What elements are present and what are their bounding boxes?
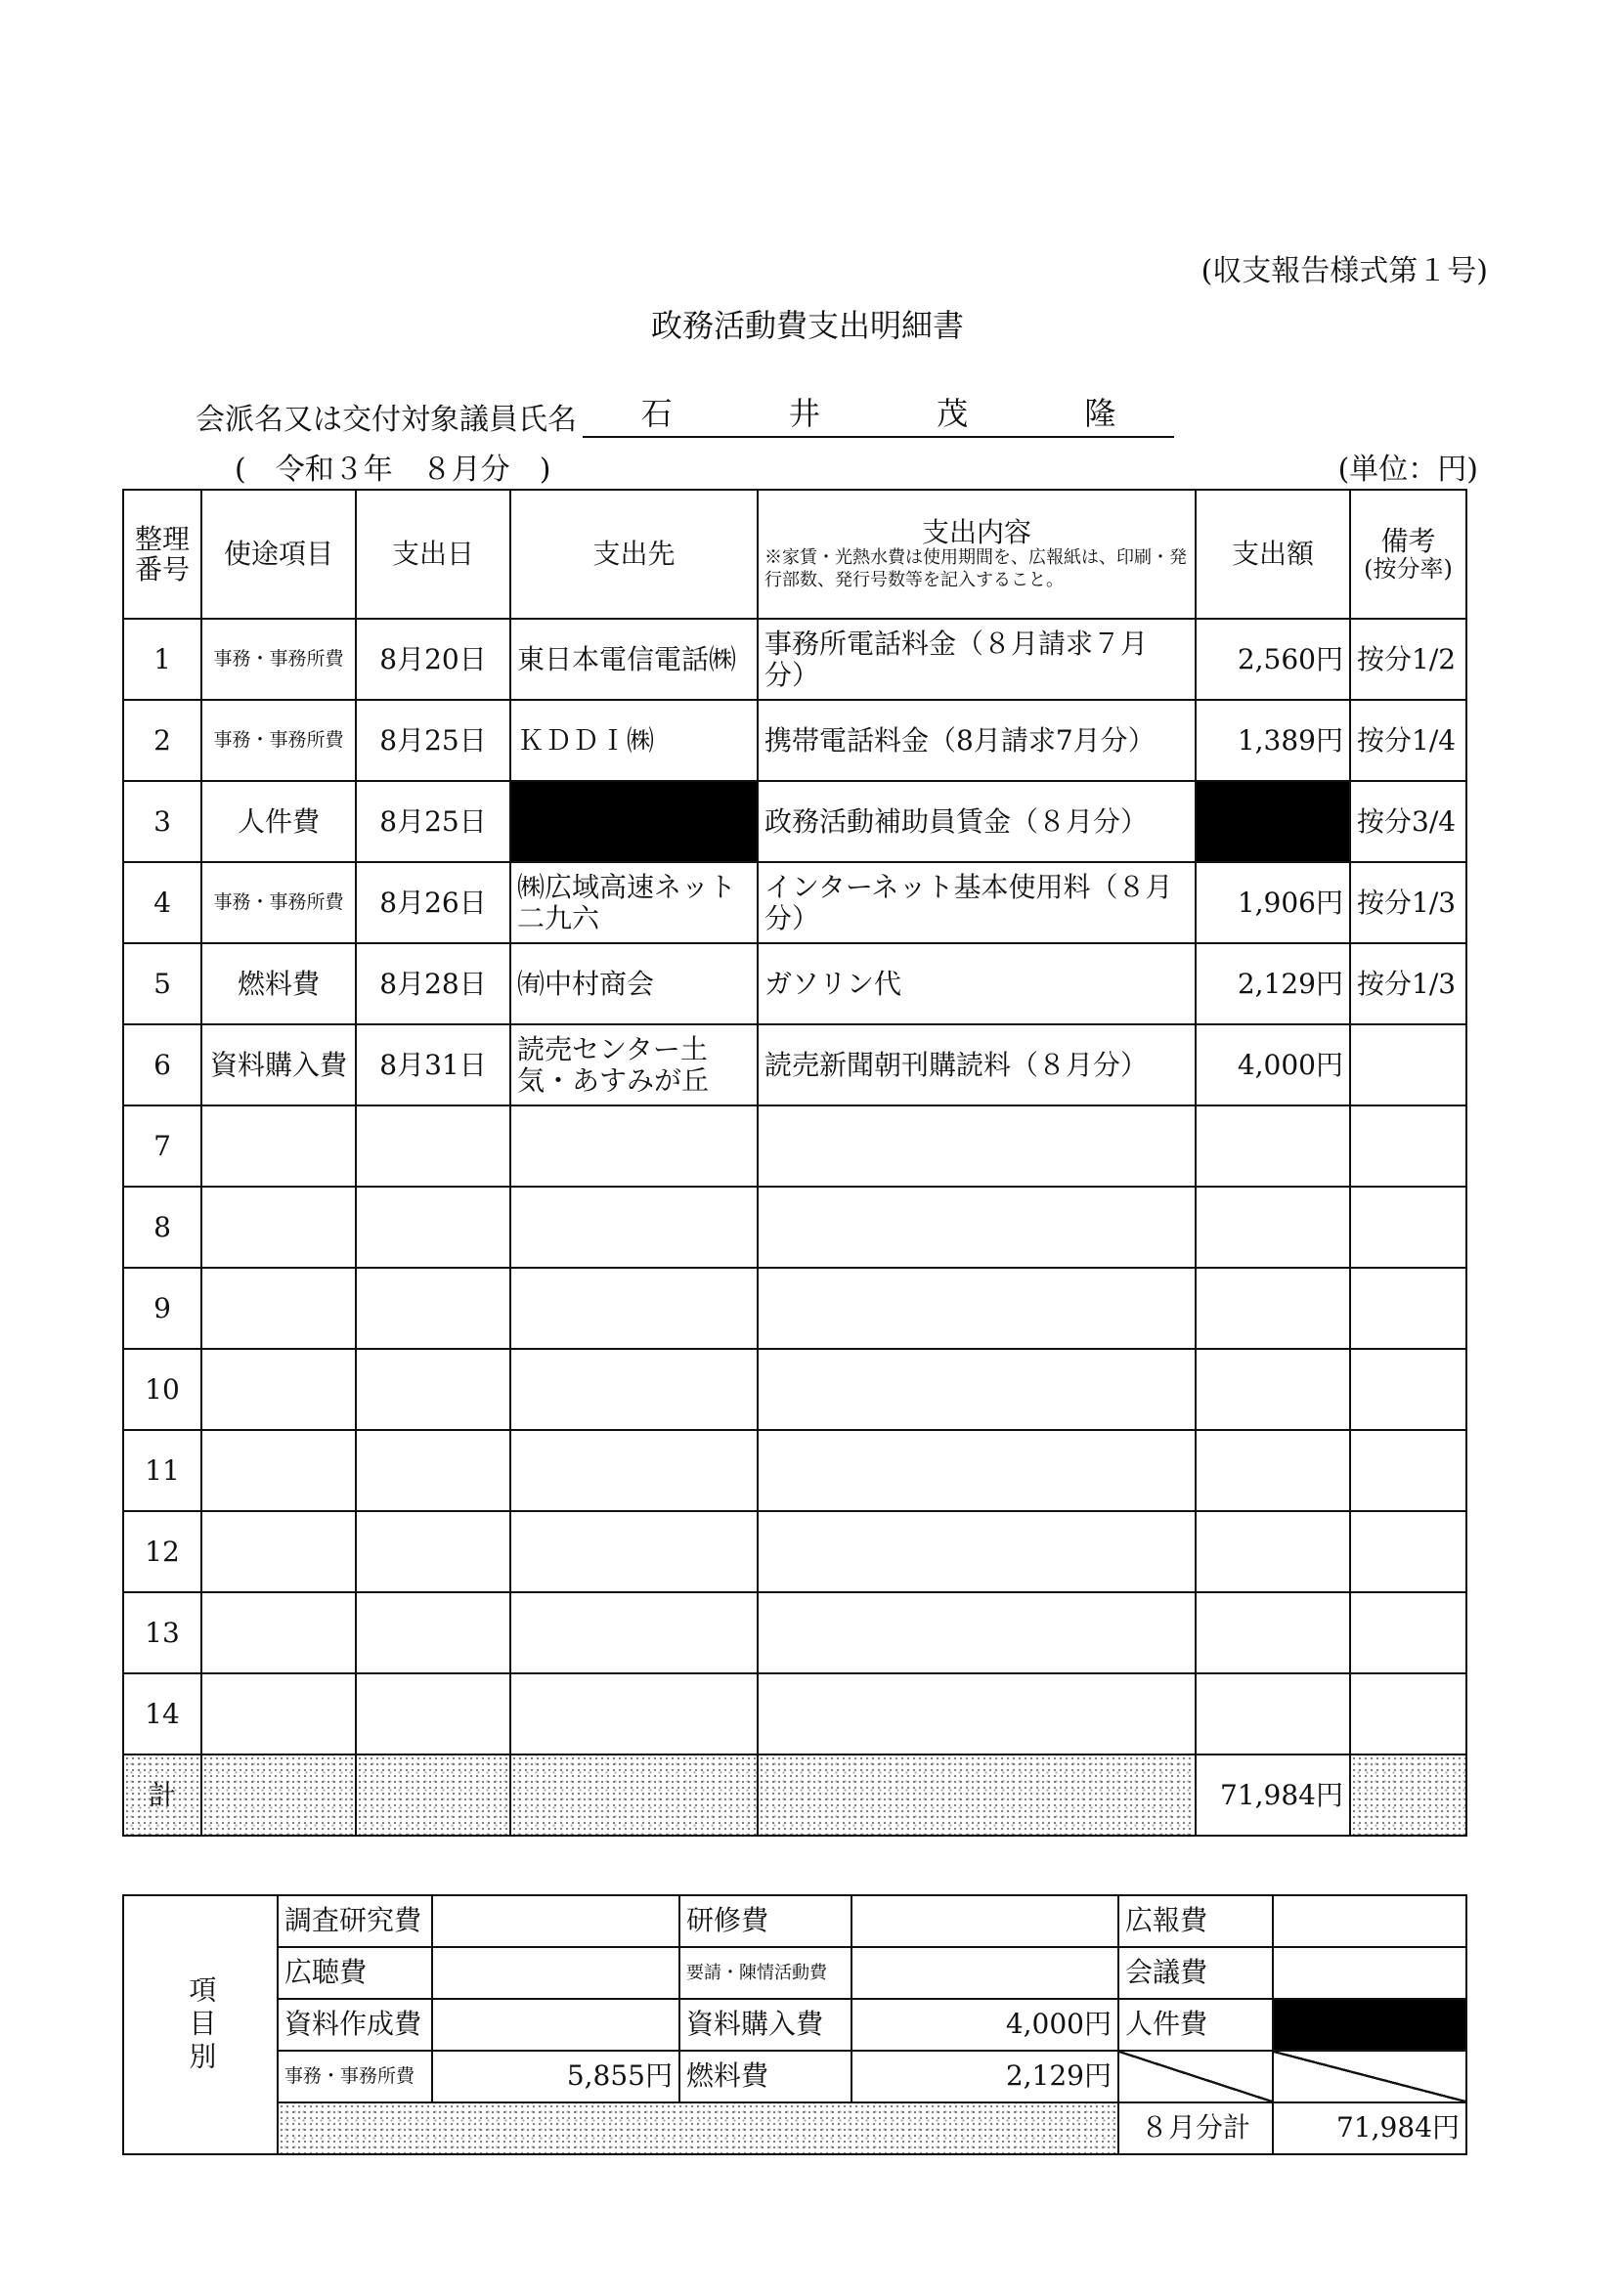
name-char: 隆 xyxy=(1084,395,1116,432)
col-header-content xyxy=(758,490,1196,619)
summary-value xyxy=(1273,1895,1466,1947)
table-row xyxy=(123,1024,1466,1105)
summary-value xyxy=(432,1999,679,2051)
table-row xyxy=(123,1268,1466,1349)
total-label: 計 xyxy=(123,1754,201,1836)
row-date: 8月20日 xyxy=(356,619,510,700)
form-number: (収支報告様式第１号) xyxy=(1200,254,1488,288)
row-remark: 按分1/3 xyxy=(1350,943,1466,1024)
summary-value: 4,000円 xyxy=(851,1999,1118,2051)
row-remark: 按分3/4 xyxy=(1350,781,1466,862)
expenditure-table xyxy=(122,489,1467,1837)
row-amount: 2,129円 xyxy=(1196,943,1350,1024)
table-row xyxy=(123,1187,1466,1268)
page-title: 政務活動費支出明細書 xyxy=(650,307,964,344)
row-payee: ㈱広域高速ネット二九六 xyxy=(510,862,758,943)
row-no: 3 xyxy=(123,781,201,862)
row-remark: 按分1/2 xyxy=(1350,619,1466,700)
summary-label: 資料購入費 xyxy=(679,1999,851,2051)
summary-label: 要請・陳情活動費 xyxy=(679,1947,851,1999)
row-no: 12 xyxy=(123,1511,201,1592)
table-row xyxy=(123,1511,1466,1592)
summary-row xyxy=(123,1947,1466,1999)
row-content: 事務所電話料金（８月請求７月分） xyxy=(758,619,1196,700)
row-payee: 読売センター土気・あすみが丘 xyxy=(510,1024,758,1105)
row-no: 13 xyxy=(123,1592,201,1673)
diagonal-empty-cell xyxy=(1273,2051,1466,2102)
table-row xyxy=(123,1673,1466,1754)
col-header-use: 使途項目 xyxy=(201,490,356,619)
row-no: 10 xyxy=(123,1349,201,1430)
summary-label: 調査研究費 xyxy=(278,1895,432,1947)
month-total-value: 71,984円 xyxy=(1273,2102,1466,2154)
name-label: 会派名又は交付対象議員氏名 xyxy=(196,403,577,437)
row-content: 携帯電話料金（8月請求7月分） xyxy=(758,700,1196,781)
row-use: 事務・事務所費 xyxy=(201,862,356,943)
summary-label: 事務・事務所費 xyxy=(278,2051,432,2102)
shaded-cell xyxy=(1350,1754,1466,1836)
row-content: 政務活動補助員賃金（８月分） xyxy=(758,781,1196,862)
row-payee: 東日本電信電話㈱ xyxy=(510,619,758,700)
table-row xyxy=(123,943,1466,1024)
row-no: 1 xyxy=(123,619,201,700)
summary-label: 広報費 xyxy=(1118,1895,1273,1947)
member-name xyxy=(583,389,1174,438)
table-row xyxy=(123,619,1466,700)
content-header-label: 支出内容 xyxy=(921,515,1031,548)
remark-header-sub: (按分率) xyxy=(1364,555,1453,584)
summary-label: 研修費 xyxy=(679,1895,851,1947)
row-use: 人件費 xyxy=(201,781,356,862)
summary-row xyxy=(123,2102,1466,2154)
row-use: 事務・事務所費 xyxy=(201,700,356,781)
row-date: 8月25日 xyxy=(356,700,510,781)
row-amount: 4,000円 xyxy=(1196,1024,1350,1105)
total-amount: 71,984円 xyxy=(1196,1754,1350,1836)
summary-value xyxy=(1273,1947,1466,1999)
table-row xyxy=(123,1105,1466,1187)
shaded-cell xyxy=(278,2102,1118,2154)
col-header-payee: 支出先 xyxy=(510,490,758,619)
redacted-personnel-value xyxy=(1273,1999,1466,2051)
summary-row xyxy=(123,1895,1466,1947)
row-no: 2 xyxy=(123,700,201,781)
row-date: 8月26日 xyxy=(356,862,510,943)
content-header-note: ※家賃・光熱水費は使用期間を、広報紙は、印刷・発行部数、発行号数等を記入すること。 xyxy=(764,547,1187,590)
row-remark: 按分1/4 xyxy=(1350,700,1466,781)
summary-label: 資料作成費 xyxy=(278,1999,432,2051)
row-no: 14 xyxy=(123,1673,201,1754)
summary-label: 会議費 xyxy=(1118,1947,1273,1999)
summary-value xyxy=(851,1947,1118,1999)
col-header-date: 支出日 xyxy=(356,490,510,619)
row-date: 8月31日 xyxy=(356,1024,510,1105)
summary-label: 人件費 xyxy=(1118,1999,1273,2051)
name-char: 茂 xyxy=(937,395,969,432)
summary-value: 5,855円 xyxy=(432,2051,679,2102)
row-no: 9 xyxy=(123,1268,201,1349)
summary-label: 燃料費 xyxy=(679,2051,851,2102)
row-use: 燃料費 xyxy=(201,943,356,1024)
table-row xyxy=(123,1592,1466,1673)
row-content: ガソリン代 xyxy=(758,943,1196,1024)
row-use: 資料購入費 xyxy=(201,1024,356,1105)
summary-value xyxy=(432,1895,679,1947)
col-header-remark xyxy=(1350,490,1466,619)
name-char: 井 xyxy=(788,395,820,432)
row-payee: ＫＤＤＩ㈱ xyxy=(510,700,758,781)
report-period: ( 令和３年 ８月分 ) xyxy=(235,453,551,487)
row-no: 4 xyxy=(123,862,201,943)
row-no: 5 xyxy=(123,943,201,1024)
total-row xyxy=(123,1754,1466,1836)
redacted-amount xyxy=(1196,781,1350,862)
row-content: インターネット基本使用料（８月分） xyxy=(758,862,1196,943)
col-header-amount: 支出額 xyxy=(1196,490,1350,619)
table-row xyxy=(123,781,1466,862)
row-payee: ㈲中村商会 xyxy=(510,943,758,1024)
table-row xyxy=(123,1349,1466,1430)
summary-value xyxy=(432,1947,679,1999)
diagonal-empty-cell xyxy=(1118,2051,1273,2102)
summary-value xyxy=(851,1895,1118,1947)
unit-label: (単位：円) xyxy=(1337,453,1478,487)
summary-row xyxy=(123,2051,1466,2102)
row-use: 事務・事務所費 xyxy=(201,619,356,700)
row-amount: 2,560円 xyxy=(1196,619,1350,700)
shaded-cell xyxy=(758,1754,1196,1836)
redacted-payee xyxy=(510,781,758,862)
table-row xyxy=(123,700,1466,781)
row-no: 8 xyxy=(123,1187,201,1268)
shaded-cell xyxy=(510,1754,758,1836)
shaded-cell xyxy=(356,1754,510,1836)
row-remark xyxy=(1350,1024,1466,1105)
name-char: 石 xyxy=(640,395,673,432)
row-no: 6 xyxy=(123,1024,201,1105)
summary-side-label: 項目別 xyxy=(123,1895,278,2154)
remark-header-label: 備考 xyxy=(1380,524,1436,557)
row-date: 8月28日 xyxy=(356,943,510,1024)
table-row xyxy=(123,1430,1466,1511)
row-content: 読売新聞朝刊購読料（８月分） xyxy=(758,1024,1196,1105)
table-header-row xyxy=(123,490,1466,619)
row-amount: 1,389円 xyxy=(1196,700,1350,781)
summary-row xyxy=(123,1999,1466,2051)
summary-value: 2,129円 xyxy=(851,2051,1118,2102)
row-date: 8月25日 xyxy=(356,781,510,862)
col-header-no: 整理番号 xyxy=(123,490,201,619)
shaded-cell xyxy=(201,1754,356,1836)
row-amount: 1,906円 xyxy=(1196,862,1350,943)
category-summary-table xyxy=(122,1894,1467,2155)
row-remark: 按分1/3 xyxy=(1350,862,1466,943)
name-row xyxy=(196,389,1174,438)
month-total-label: ８月分計 xyxy=(1118,2102,1273,2154)
row-no: 11 xyxy=(123,1430,201,1511)
summary-label: 広聴費 xyxy=(278,1947,432,1999)
table-row xyxy=(123,862,1466,943)
row-no: 7 xyxy=(123,1105,201,1187)
